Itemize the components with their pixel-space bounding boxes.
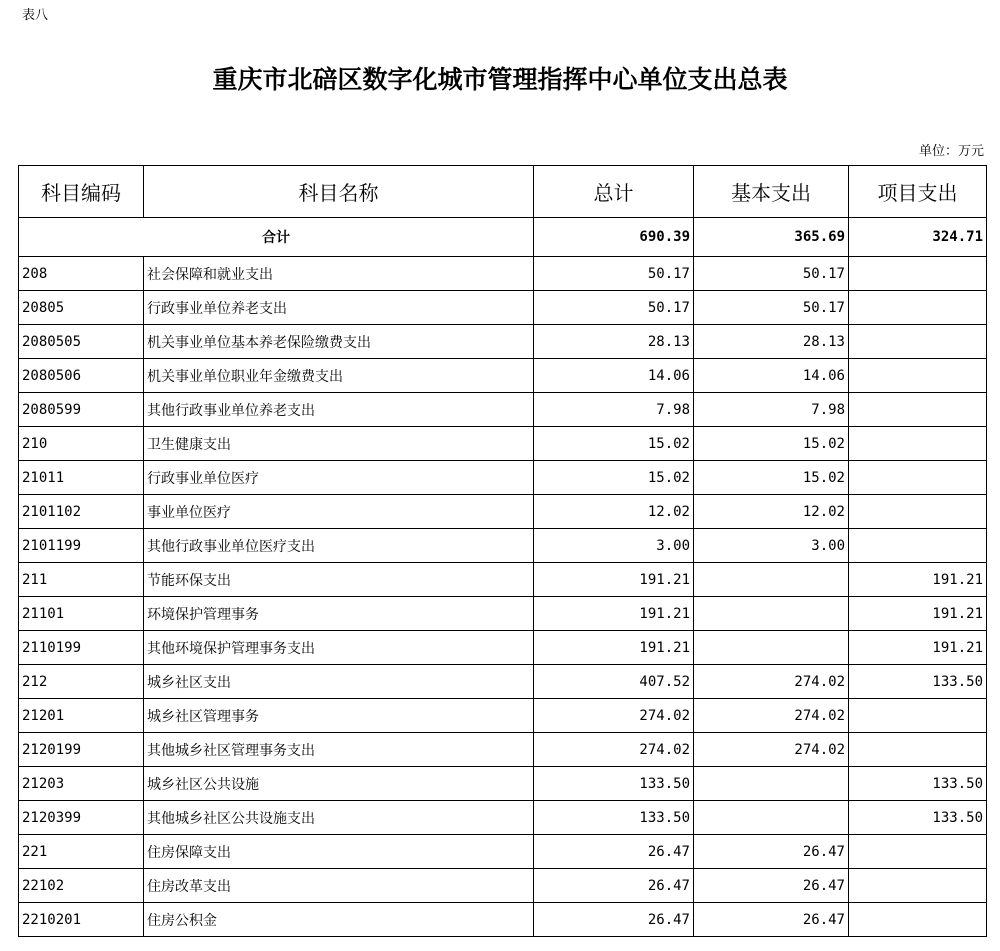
table-row xyxy=(19,869,987,903)
header-total: 总计 xyxy=(534,166,694,218)
table-row xyxy=(19,393,987,427)
page-title: 重庆市北碚区数字化城市管理指挥中心单位支出总表 xyxy=(212,65,788,94)
subject-code: 2120399 xyxy=(19,801,144,835)
basic-value: 15.02 xyxy=(694,427,849,461)
subject-code: 21201 xyxy=(19,699,144,733)
subject-code: 21203 xyxy=(19,767,144,801)
total-value: 133.50 xyxy=(534,801,694,835)
basic-value: 26.47 xyxy=(694,835,849,869)
total-value: 50.17 xyxy=(534,257,694,291)
project-value: 191.21 xyxy=(849,631,987,665)
basic-value xyxy=(694,631,849,665)
subject-code: 2080506 xyxy=(19,359,144,393)
basic-value: 26.47 xyxy=(694,869,849,903)
expenditure-table xyxy=(18,165,987,937)
basic-value: 7.98 xyxy=(694,393,849,427)
total-value: 191.21 xyxy=(534,563,694,597)
subject-name: 机关事业单位职业年金缴费支出 xyxy=(144,359,534,393)
basic-value xyxy=(694,563,849,597)
total-value: 26.47 xyxy=(534,869,694,903)
table-row xyxy=(19,835,987,869)
total-value: 191.21 xyxy=(534,597,694,631)
table-row xyxy=(19,291,987,325)
subject-code: 221 xyxy=(19,835,144,869)
table-row xyxy=(19,903,987,937)
subject-name: 城乡社区管理事务 xyxy=(144,699,534,733)
table-row xyxy=(19,733,987,767)
table-row xyxy=(19,529,987,563)
total-value: 26.47 xyxy=(534,835,694,869)
total-value: 3.00 xyxy=(534,529,694,563)
table-row xyxy=(19,495,987,529)
total-value: 274.02 xyxy=(534,699,694,733)
table-row xyxy=(19,325,987,359)
subject-name: 住房改革支出 xyxy=(144,869,534,903)
total-value: 274.02 xyxy=(534,733,694,767)
table-row xyxy=(19,767,987,801)
project-value xyxy=(849,291,987,325)
basic-value: 26.47 xyxy=(694,903,849,937)
subject-name: 城乡社区支出 xyxy=(144,665,534,699)
total-value: 15.02 xyxy=(534,461,694,495)
basic-value: 3.00 xyxy=(694,529,849,563)
header-row xyxy=(19,166,987,218)
basic-value: 274.02 xyxy=(694,733,849,767)
subject-code: 21101 xyxy=(19,597,144,631)
project-value xyxy=(849,835,987,869)
basic-value: 12.02 xyxy=(694,495,849,529)
basic-value: 274.02 xyxy=(694,665,849,699)
total-value: 12.02 xyxy=(534,495,694,529)
table-row xyxy=(19,427,987,461)
project-value: 191.21 xyxy=(849,597,987,631)
basic-value: 14.06 xyxy=(694,359,849,393)
subject-name: 其他环境保护管理事务支出 xyxy=(144,631,534,665)
project-value: 133.50 xyxy=(849,801,987,835)
table-row xyxy=(19,461,987,495)
project-value xyxy=(849,257,987,291)
subject-name: 其他城乡社区管理事务支出 xyxy=(144,733,534,767)
subject-name: 卫生健康支出 xyxy=(144,427,534,461)
header-basic: 基本支出 xyxy=(694,166,849,218)
total-value: 133.50 xyxy=(534,767,694,801)
table-number: 表八 xyxy=(22,8,49,23)
project-value xyxy=(849,869,987,903)
project-value xyxy=(849,903,987,937)
basic-value xyxy=(694,597,849,631)
subject-name: 城乡社区公共设施 xyxy=(144,767,534,801)
project-value xyxy=(849,325,987,359)
basic-value: 28.13 xyxy=(694,325,849,359)
table-row xyxy=(19,563,987,597)
subject-name: 其他城乡社区公共设施支出 xyxy=(144,801,534,835)
subject-name: 环境保护管理事务 xyxy=(144,597,534,631)
project-value: 133.50 xyxy=(849,767,987,801)
subject-name: 社会保障和就业支出 xyxy=(144,257,534,291)
project-value xyxy=(849,529,987,563)
subject-code: 22102 xyxy=(19,869,144,903)
table-row xyxy=(19,631,987,665)
total-row xyxy=(19,218,987,257)
project-value xyxy=(849,393,987,427)
subject-code: 2101102 xyxy=(19,495,144,529)
subject-code: 21011 xyxy=(19,461,144,495)
subject-code: 2080599 xyxy=(19,393,144,427)
subject-code: 2120199 xyxy=(19,733,144,767)
project-value xyxy=(849,427,987,461)
subject-name: 节能环保支出 xyxy=(144,563,534,597)
total-value: 14.06 xyxy=(534,359,694,393)
basic-value: 274.02 xyxy=(694,699,849,733)
table-row xyxy=(19,699,987,733)
basic-value: 50.17 xyxy=(694,291,849,325)
total-value: 407.52 xyxy=(534,665,694,699)
header-code: 科目编码 xyxy=(19,166,144,218)
total-value: 191.21 xyxy=(534,631,694,665)
project-value xyxy=(849,699,987,733)
subject-code: 208 xyxy=(19,257,144,291)
project-value: 133.50 xyxy=(849,665,987,699)
table-row xyxy=(19,359,987,393)
total-basic: 365.69 xyxy=(694,218,849,257)
subject-code: 20805 xyxy=(19,291,144,325)
subject-code: 211 xyxy=(19,563,144,597)
total-label: 合计 xyxy=(19,218,534,257)
header-name: 科目名称 xyxy=(144,166,534,218)
subject-name: 事业单位医疗 xyxy=(144,495,534,529)
basic-value xyxy=(694,767,849,801)
project-value xyxy=(849,359,987,393)
project-value xyxy=(849,461,987,495)
basic-value: 50.17 xyxy=(694,257,849,291)
subject-name: 其他行政事业单位医疗支出 xyxy=(144,529,534,563)
project-value: 191.21 xyxy=(849,563,987,597)
subject-code: 2080505 xyxy=(19,325,144,359)
total-value: 28.13 xyxy=(534,325,694,359)
table-row xyxy=(19,665,987,699)
subject-name: 其他行政事业单位养老支出 xyxy=(144,393,534,427)
total-value: 50.17 xyxy=(534,291,694,325)
basic-value: 15.02 xyxy=(694,461,849,495)
subject-name: 行政事业单位养老支出 xyxy=(144,291,534,325)
total-project: 324.71 xyxy=(849,218,987,257)
table-row xyxy=(19,257,987,291)
subject-name: 住房公积金 xyxy=(144,903,534,937)
subject-name: 行政事业单位医疗 xyxy=(144,461,534,495)
unit-label: 单位：万元 xyxy=(918,144,984,159)
basic-value xyxy=(694,801,849,835)
total-total: 690.39 xyxy=(534,218,694,257)
subject-name: 住房保障支出 xyxy=(144,835,534,869)
subject-code: 2101199 xyxy=(19,529,144,563)
subject-code: 212 xyxy=(19,665,144,699)
subject-name: 机关事业单位基本养老保险缴费支出 xyxy=(144,325,534,359)
total-value: 15.02 xyxy=(534,427,694,461)
table-row xyxy=(19,597,987,631)
total-value: 7.98 xyxy=(534,393,694,427)
subject-code: 2210201 xyxy=(19,903,144,937)
total-value: 26.47 xyxy=(534,903,694,937)
subject-code: 210 xyxy=(19,427,144,461)
project-value xyxy=(849,495,987,529)
project-value xyxy=(849,733,987,767)
subject-code: 2110199 xyxy=(19,631,144,665)
table-row xyxy=(19,801,987,835)
header-project: 项目支出 xyxy=(849,166,987,218)
